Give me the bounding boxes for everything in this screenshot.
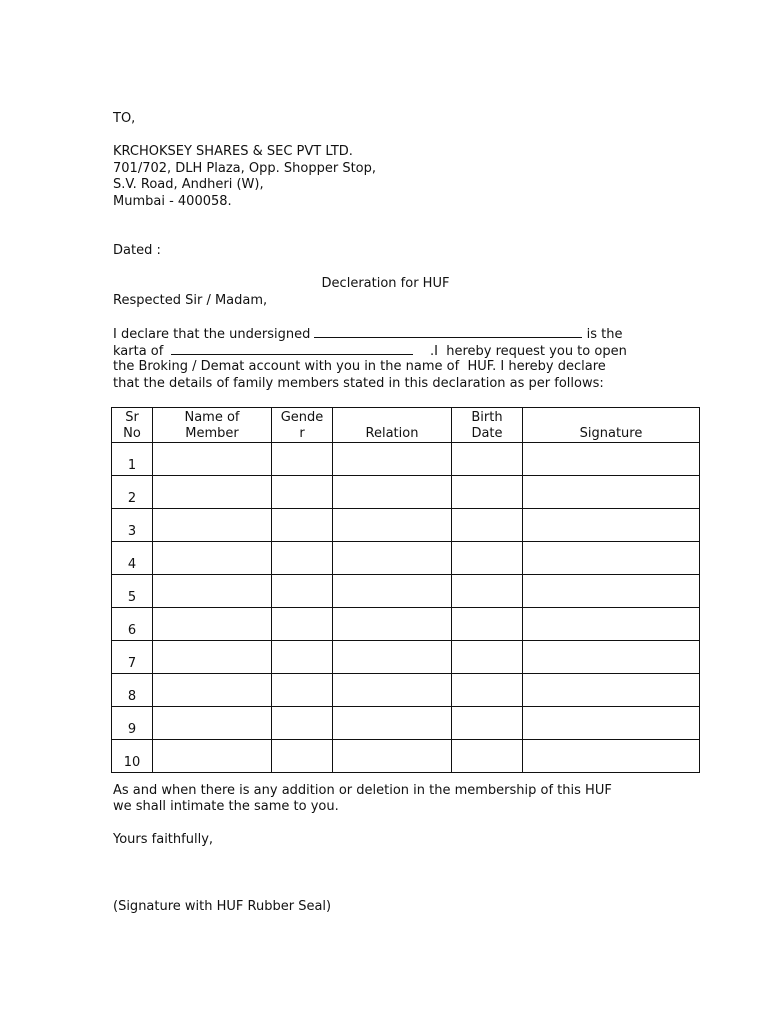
gender-cell[interactable] [272, 509, 333, 542]
table-row [112, 443, 700, 476]
relation-cell[interactable] [333, 740, 452, 773]
gender-cell[interactable] [272, 608, 333, 641]
header-gender: Gende r [272, 408, 333, 443]
member-name-cell[interactable] [153, 740, 272, 773]
member-name-cell[interactable] [153, 674, 272, 707]
member-name-cell[interactable] [153, 608, 272, 641]
salutation: Respected Sir / Madam, [113, 293, 268, 308]
header-relation: Relation [333, 408, 452, 443]
birth-date-cell[interactable] [452, 476, 523, 509]
address-line-2: S.V. Road, Andheri (W), [113, 177, 264, 192]
gender-cell[interactable] [272, 740, 333, 773]
sr-cell: 5 [112, 575, 153, 608]
declaration-line-3: the Broking / Demat account with you in the name of HUF. I hereby declare [113, 359, 606, 374]
member-name-cell[interactable] [153, 575, 272, 608]
relation-cell[interactable] [333, 608, 452, 641]
undersigned-name-blank[interactable] [314, 325, 582, 338]
signature-cell[interactable] [523, 443, 700, 476]
table-row [112, 476, 700, 509]
member-name-cell[interactable] [153, 707, 272, 740]
declaration-text-part3: karta of [113, 344, 168, 359]
gender-cell[interactable] [272, 575, 333, 608]
dated-label: Dated : [113, 243, 161, 258]
relation-cell[interactable] [333, 674, 452, 707]
gender-cell[interactable] [272, 542, 333, 575]
table-row [112, 740, 700, 773]
gender-cell[interactable] [272, 707, 333, 740]
birth-date-cell[interactable] [452, 542, 523, 575]
member-name-cell[interactable] [153, 443, 272, 476]
header-sr-no: Sr No [112, 408, 153, 443]
declaration-text-part2: is the [582, 327, 623, 342]
birth-date-cell[interactable] [452, 608, 523, 641]
signature-cell[interactable] [523, 740, 700, 773]
huf-name-blank[interactable] [171, 342, 413, 355]
declaration-text-part4: .I hereby request you to open [413, 344, 627, 359]
birth-date-cell[interactable] [452, 740, 523, 773]
family-members-table [111, 407, 700, 773]
company-name: KRCHOKSEY SHARES & SEC PVT LTD. [113, 144, 353, 159]
header-birth-date: Birth Date [452, 408, 523, 443]
signature-cell[interactable] [523, 674, 700, 707]
sr-cell: 8 [112, 674, 153, 707]
signature-note: (Signature with HUF Rubber Seal) [113, 899, 332, 914]
sr-cell: 6 [112, 608, 153, 641]
birth-date-cell[interactable] [452, 575, 523, 608]
address-line-1: 701/702, DLH Plaza, Opp. Shopper Stop, [113, 161, 377, 176]
relation-cell[interactable] [333, 443, 452, 476]
sr-cell: 1 [112, 443, 153, 476]
relation-cell[interactable] [333, 509, 452, 542]
member-name-cell[interactable] [153, 641, 272, 674]
signature-cell[interactable] [523, 608, 700, 641]
to-label: TO, [113, 111, 136, 126]
gender-cell[interactable] [272, 443, 333, 476]
address-line-3: Mumbai - 400058. [113, 194, 232, 209]
closing-line-1: As and when there is any addition or deletion in the membership of this HUF [113, 783, 612, 798]
signature-cell[interactable] [523, 476, 700, 509]
relation-cell[interactable] [333, 575, 452, 608]
yours-faithfully: Yours faithfully, [113, 832, 214, 847]
relation-cell[interactable] [333, 476, 452, 509]
gender-cell[interactable] [272, 641, 333, 674]
signature-cell[interactable] [523, 542, 700, 575]
relation-cell[interactable] [333, 542, 452, 575]
member-name-cell[interactable] [153, 476, 272, 509]
closing-line-2: we shall intimate the same to you. [113, 799, 339, 814]
signature-cell[interactable] [523, 641, 700, 674]
declaration-line-1 [113, 325, 622, 343]
birth-date-cell[interactable] [452, 443, 523, 476]
table-row [112, 542, 700, 575]
member-name-cell[interactable] [153, 542, 272, 575]
birth-date-cell[interactable] [452, 707, 523, 740]
member-name-cell[interactable] [153, 509, 272, 542]
sr-cell: 3 [112, 509, 153, 542]
table-header-row [112, 408, 700, 443]
birth-date-cell[interactable] [452, 509, 523, 542]
sr-cell: 2 [112, 476, 153, 509]
signature-cell[interactable] [523, 509, 700, 542]
gender-cell[interactable] [272, 476, 333, 509]
signature-cell[interactable] [523, 707, 700, 740]
table-row [112, 575, 700, 608]
table-row [112, 641, 700, 674]
signature-cell[interactable] [523, 575, 700, 608]
header-member-name: Name of Member [153, 408, 272, 443]
birth-date-cell[interactable] [452, 674, 523, 707]
table-row [112, 707, 700, 740]
table-row [112, 608, 700, 641]
sr-cell: 7 [112, 641, 153, 674]
table-row [112, 509, 700, 542]
relation-cell[interactable] [333, 641, 452, 674]
declaration-line-4: that the details of family members stated in this declaration as per follows: [113, 376, 604, 391]
table-row [112, 674, 700, 707]
header-signature: Signature [523, 408, 700, 443]
sr-cell: 4 [112, 542, 153, 575]
birth-date-cell[interactable] [452, 641, 523, 674]
sr-cell: 9 [112, 707, 153, 740]
declaration-text-part1: I declare that the undersigned [113, 327, 315, 342]
gender-cell[interactable] [272, 674, 333, 707]
relation-cell[interactable] [333, 707, 452, 740]
document-title: Decleration for HUF [321, 276, 450, 291]
sr-cell: 10 [112, 740, 153, 773]
